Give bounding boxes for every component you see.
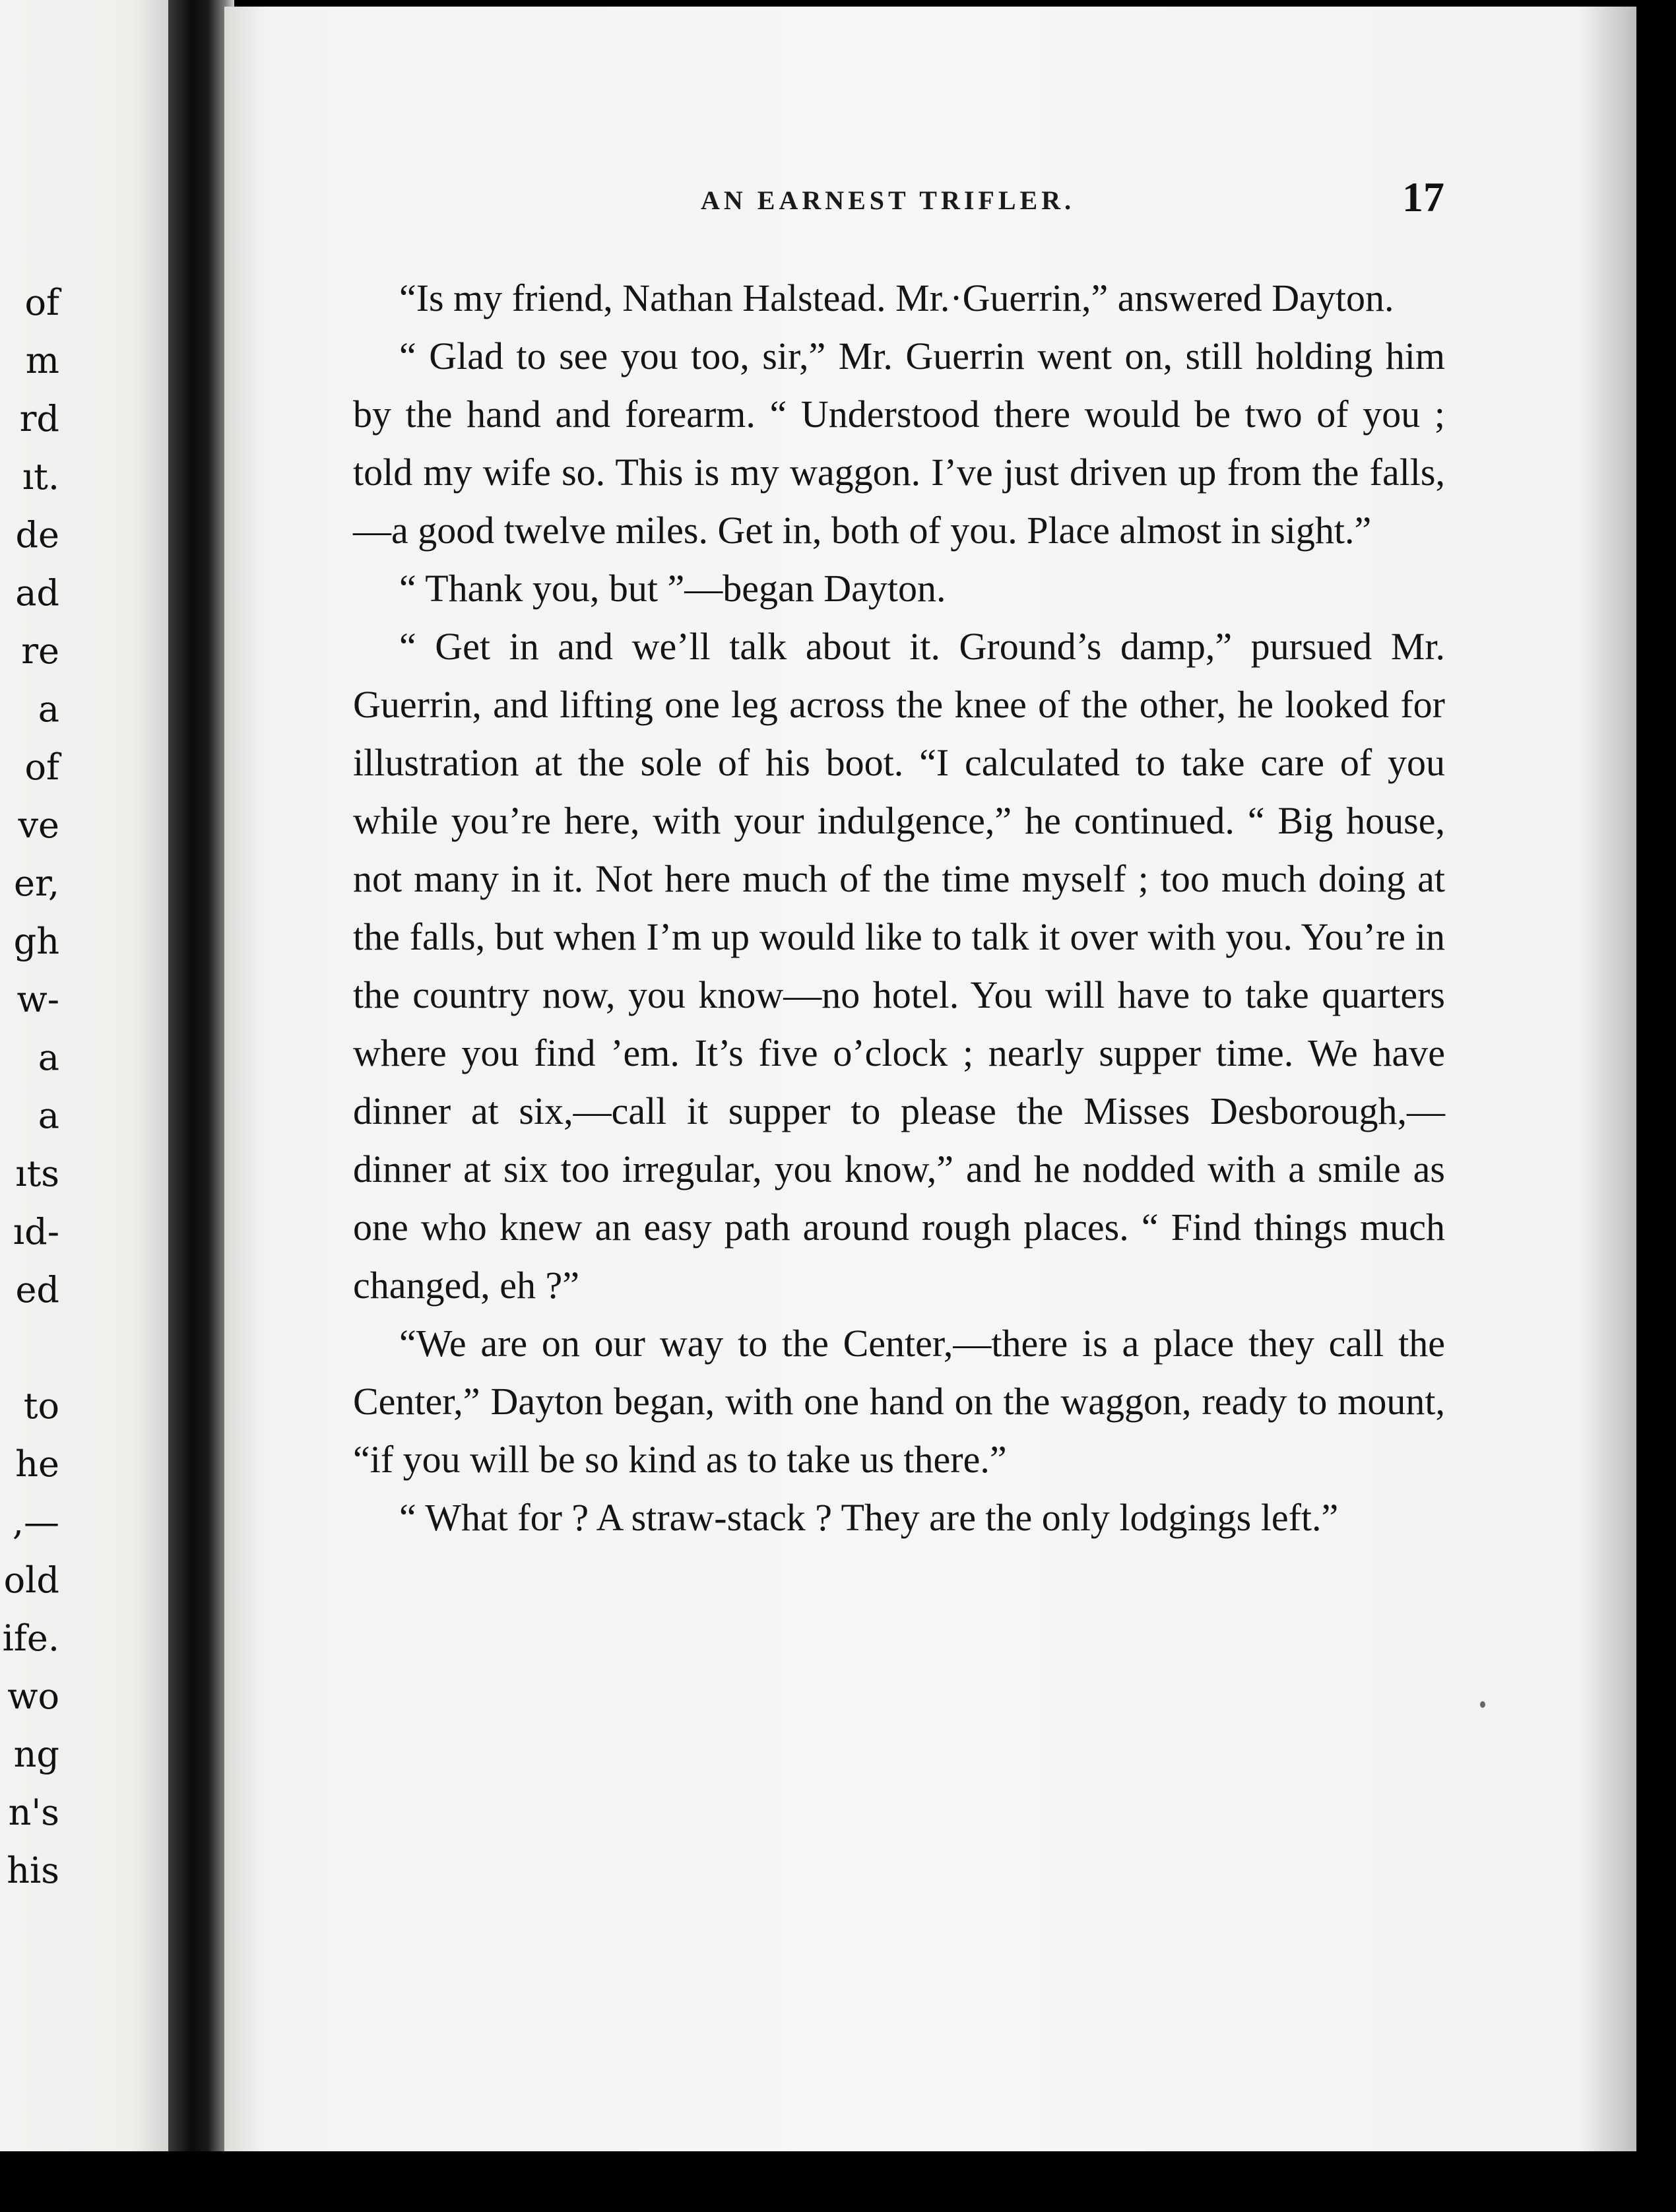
previous-page-edge [0, 0, 188, 2171]
left-page-fragment: re [21, 630, 59, 672]
left-page-fragment: he [15, 1443, 59, 1485]
paragraph: “ Thank you, but ”—began Dayton. [399, 567, 946, 610]
left-page-fragment: n's [8, 1792, 59, 1833]
left-page-fragment: a [38, 1037, 59, 1078]
left-page-fragment: wo [7, 1675, 59, 1717]
left-page-fragment: his [7, 1850, 59, 1891]
left-page-fragment: gh [13, 921, 59, 962]
scan-border [0, 2151, 1676, 2212]
left-page-fragment: of [24, 282, 59, 323]
ink-speck [1480, 1701, 1485, 1708]
left-page-fragment: ve [18, 804, 59, 846]
left-page-fragment: ıt. [22, 456, 59, 498]
left-page-fragment: of [24, 746, 59, 788]
left-page-fragment: ng [13, 1734, 59, 1775]
left-page-fragment: ıts [15, 1153, 59, 1194]
left-page-fragment: de [15, 514, 59, 556]
left-page-fragment: a [38, 688, 59, 730]
left-page-fragment: er, [13, 862, 59, 904]
running-head: AN EARNEST TRIFLER. [701, 185, 1076, 215]
left-page-fragment: rd [19, 398, 59, 439]
paragraph: “We are on our way to the Center,—there is a place they call the Center,” Dayton began, with one hand on the waggon, ready to mount, “if you will be so kind as to take us there.” [353, 1322, 1445, 1481]
left-page-fragment: ,— [12, 1501, 59, 1543]
left-page-fragment: w- [16, 979, 59, 1020]
left-page-fragment: ed [15, 1269, 59, 1311]
page-number: 17 [1402, 174, 1444, 220]
paragraph: “Is my friend, Nathan Halstead. Mr.·Guerrin,” answered Dayton. [399, 276, 1394, 319]
left-page-fragment: to [23, 1385, 59, 1427]
left-page-fragment: old [3, 1559, 59, 1601]
paragraph: “ Glad to see you too, sir,” Mr. Guerrin went on, still holding him by the hand and forearm. “ Understood there would be two of you ; told my wife so. This is my waggon. I’ve just driven up from the falls,—a good twelve miles. Get in, both of you. Place almost in sight.” [353, 335, 1445, 552]
left-page-fragment: a [38, 1095, 59, 1136]
left-page-fragment: m [25, 340, 59, 381]
left-page-fragment: ıd- [13, 1211, 59, 1252]
paragraph: “ What for ? A straw-stack ? They are the only lodgings left.” [399, 1496, 1339, 1539]
paragraph: “ Get in and we’ll talk about it. Ground’s damp,” pursued Mr. Guerrin, and lifting one leg across the knee of the other, he looked for illustration at the sole of his boot. “I calculated to take care of you while you’re here, with your indulgence,” he continued. “ Big house, not many in it. Not here much of the time myself ; too much doing at the falls, but when I’m up would like to talk it over with you. You’re in the country now, you know—no hotel. You will have to take quarters where you find ’em. It’s five o’clock ; nearly supper time. We have dinner at six,—call it supper to please the Misses Desborough,—dinner at six too irregular, you know,” and he nodded with a smile as one who knew an easy path around rough places. “ Find things much changed, eh ?” [353, 625, 1445, 1307]
body-text [353, 269, 1445, 1547]
left-page-fragment: ad [15, 572, 59, 614]
left-page-fragment: ife. [2, 1617, 59, 1659]
